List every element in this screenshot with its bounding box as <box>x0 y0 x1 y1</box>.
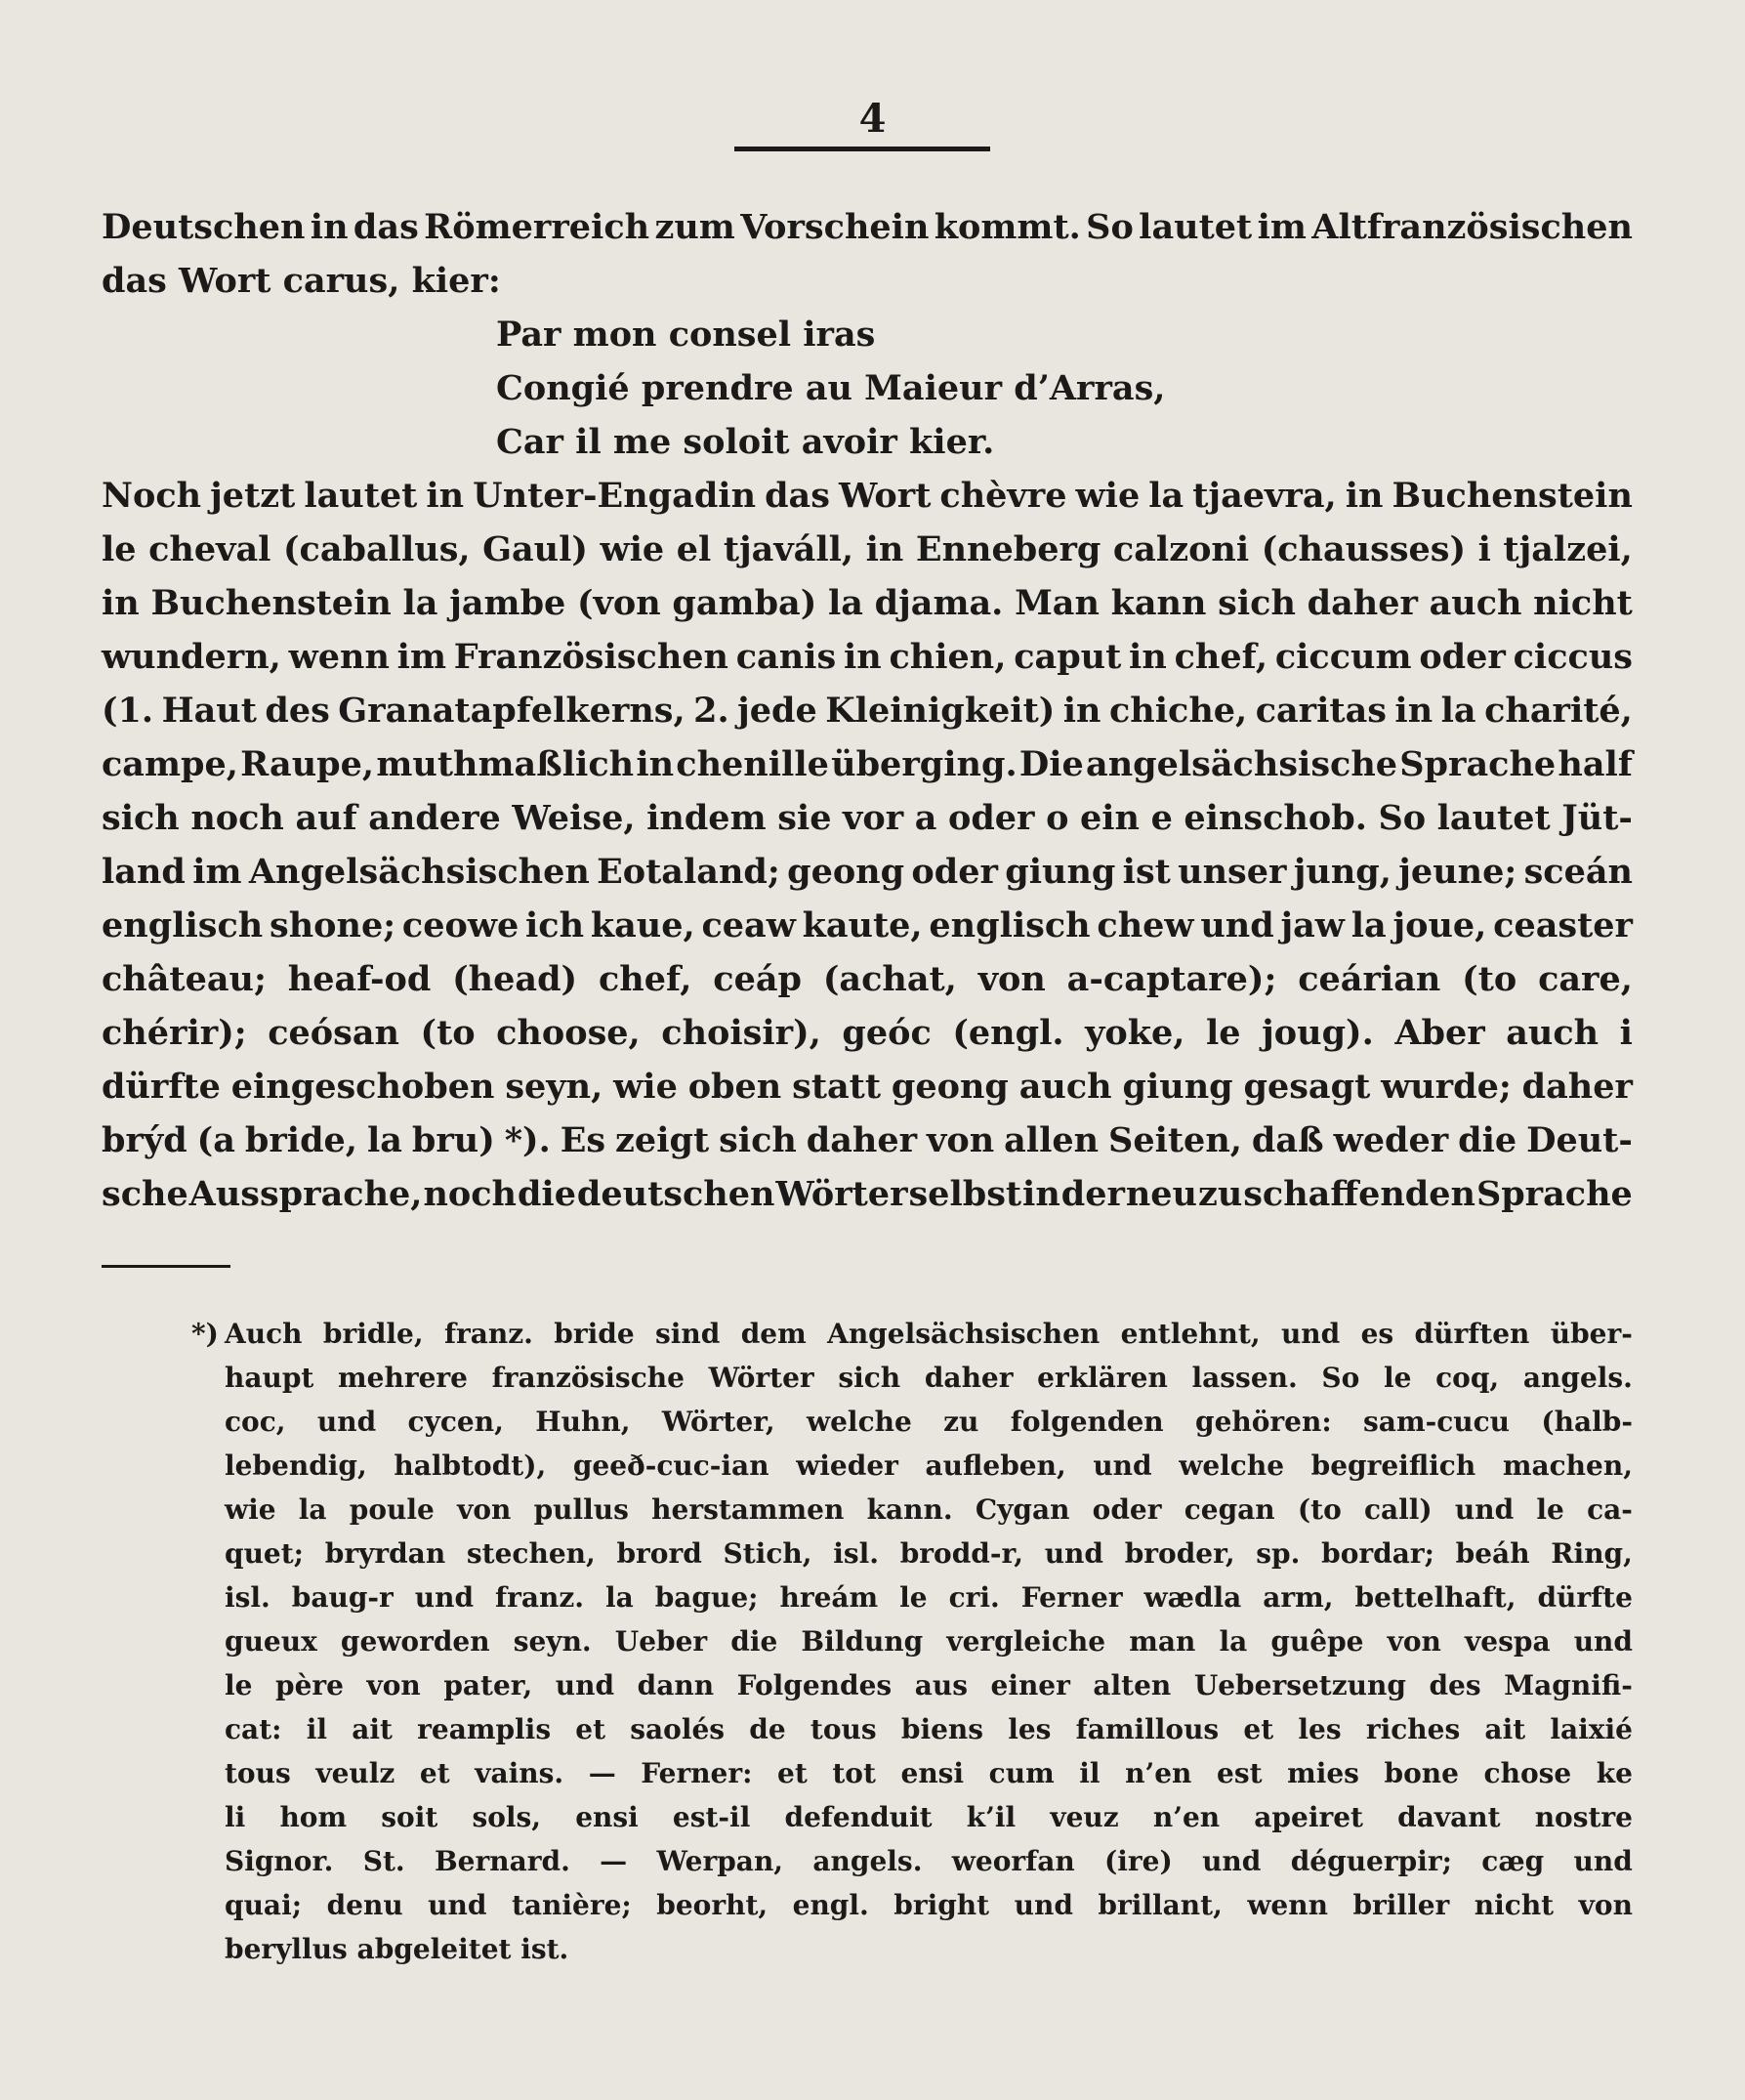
verse-line: Par mon consel iras <box>496 315 876 355</box>
footnote-line: tous veulz et vains. — Ferner: et tot ensi cum il n’en est mies bone chose ke <box>225 1757 1633 1789</box>
text-line: Noch jetzt lautet in Unter-Engadin das Wort chèvre wie la tjaevra, in Buchenstein <box>102 476 1633 516</box>
text-line: Deutschen in das Römerreich zum Vorschein kommt. So lautet im Altfranzösischen <box>102 207 1633 247</box>
text-line: le cheval (caballus, Gaul) wie el tjaváll, in Enneberg calzoni (chausses) i tjalzei, <box>102 529 1633 569</box>
footnote-line: Signor. St. Bernard. — Werpan, angels. weorfan (ire) und déguerpir; cæg und <box>225 1845 1633 1877</box>
text-line: sche Aussprache, noch die deutschen Wörter selbst in der neu zu schaffenden Sprache <box>102 1174 1633 1214</box>
footnote-line: coc, und cycen, Huhn, Wörter, welche zu folgenden gehören: sam-cucu (halb- <box>225 1406 1633 1438</box>
text-line: (1. Haut des Granatapfelkerns, 2. jede Kleinigkeit) in chiche, caritas in la charité, <box>102 691 1633 731</box>
text-line: dürfte eingeschoben seyn, wie oben statt geong auch giung gesagt wurde; daher <box>102 1067 1633 1107</box>
footnote-marker: *) <box>191 1318 219 1350</box>
footnote <box>191 1312 1633 1971</box>
text-line: brýd (a bride, la bru) *). Es zeigt sich daher von allen Seiten, daß weder die Deut- <box>102 1120 1633 1160</box>
text-line: land im Angelsächsischen Eotaland; geong oder giung ist unser jung, jeune; sceán <box>102 852 1633 892</box>
footnote-line: li hom soit sols, ensi est-il defenduit k’il veuz n’en apeiret davant nostre <box>225 1801 1633 1833</box>
text-line: englisch shone; ceowe ich kaue, ceaw kaute, englisch chew und jaw la joue, ceaster <box>102 905 1633 945</box>
footnote-line: le père von pater, und dann Folgendes aus einer alten Uebersetzung des Magnifi- <box>225 1669 1633 1701</box>
verse-line: Congié prendre au Maieur d’Arras, <box>496 368 1166 408</box>
text-line: das Wort carus, kier: <box>102 261 501 301</box>
main-text <box>102 200 1633 1221</box>
footnote-line: cat: il ait reamplis et saolés de tous biens les famillous et les riches ait laixié <box>225 1713 1633 1745</box>
text-line: sich noch auf andere Weise, indem sie vor a oder o ein e einschob. So lautet Jüt- <box>102 798 1633 838</box>
footnote-line: gueux geworden seyn. Ueber die Bildung vergleiche man la guêpe von vespa und <box>225 1625 1633 1658</box>
footnote-line: wie la poule von pullus herstammen kann. Cygan oder cegan (to call) und le ca- <box>225 1493 1633 1526</box>
text-line: château; heaf-od (head) chef, ceáp (achat, von a-captare); ceárian (to care, <box>102 959 1633 999</box>
text-line: chérir); ceósan (to choose, choisir), geóc (engl. yoke, le joug). Aber auch i <box>102 1013 1633 1053</box>
text-line: campe, Raupe, muthmaßlich in chenille überging. Die angelsächsische Sprache half <box>102 744 1633 784</box>
verse-line: Car il me soloit avoir kier. <box>496 422 995 462</box>
footnote-line: quai; denu und tanière; beorht, engl. bright und brillant, wenn briller nicht von <box>225 1889 1633 1921</box>
text-line: in Buchenstein la jambe (von gamba) la djama. Man kann sich daher auch nicht <box>102 583 1633 623</box>
footnote-line: quet; bryrdan stechen, brord Stich, isl. brodd-r, und broder, sp. bordar; beáh Ring, <box>225 1537 1633 1570</box>
header-rule <box>734 147 990 151</box>
footnote-line: beryllus abgeleitet ist. <box>225 1933 569 1965</box>
footnote-rule <box>102 1265 230 1268</box>
footnote-line: Auch bridle, franz. bride sind dem Angelsächsischen entlehnt, und es dürften über- <box>225 1318 1633 1350</box>
page-number: 4 <box>858 96 887 142</box>
text-line: wundern, wenn im Französischen canis in chien, caput in chef, ciccum oder ciccus <box>102 637 1633 677</box>
footnote-line: isl. baug-r und franz. la bague; hreám le cri. Ferner wædla arm, bettelhaft, dürfte <box>225 1581 1633 1614</box>
footnote-line: lebendig, halbtodt), geeð-cuc-ian wieder aufleben, und welche begreiflich machen, <box>225 1449 1633 1482</box>
footnote-line: haupt mehrere französische Wörter sich daher erklären lassen. So le coq, angels. <box>225 1362 1633 1394</box>
